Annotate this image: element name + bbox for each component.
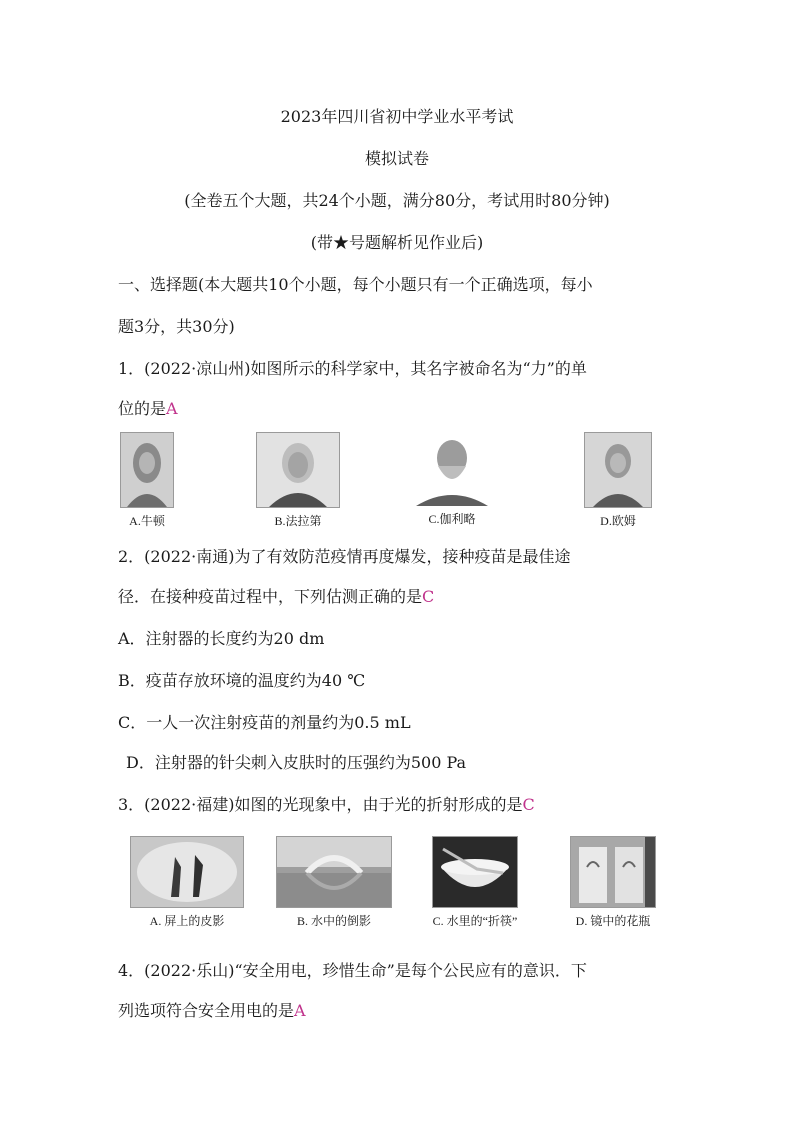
q2-option-c: C．一人一次注射疫苗的剂量约为0.5 mL — [118, 713, 411, 732]
shadow-puppet-image — [130, 836, 244, 908]
exam-title: 2023年四川省初中学业水平考试 — [280, 107, 514, 126]
bent-chopstick-image — [432, 836, 518, 908]
exam-note: (全卷五个大题，共24个小题，满分80分，考试用时80分钟) — [184, 191, 610, 210]
q3-answer: C — [522, 795, 535, 814]
portrait-faraday-image — [256, 432, 340, 508]
q1-answer: A — [166, 399, 178, 418]
q1-caption-b: B.法拉第 — [274, 514, 322, 528]
q3-figure-c — [432, 836, 518, 929]
q4-stem-text: 列选项符合安全用电的是 — [118, 1001, 295, 1020]
q1-stem-line1: 1．(2022·凉山州)如图所示的科学家中，其名字被命名为“力”的单 — [118, 359, 587, 378]
q1-figure-a — [120, 432, 174, 529]
q4-stem-line1: 4．(2022·乐山)“安全用电，珍惜生命”是每个公民应有的意识．下 — [118, 961, 587, 980]
q2-stem-line2 — [118, 586, 434, 608]
exam-note-2: (带★号题解析见作业后) — [310, 233, 484, 252]
q3-caption-d: D. 镜中的花瓶 — [575, 914, 651, 928]
q1-figure-c — [410, 432, 494, 527]
q1-caption-a: A.牛顿 — [129, 514, 165, 528]
q1-stem-text: 位的是 — [118, 399, 167, 418]
q2-stem-text: 径．在接种疫苗过程中，下列估测正确的是 — [118, 587, 423, 606]
q2-answer: C — [422, 587, 435, 606]
exam-subtitle: 模拟试卷 — [364, 149, 429, 168]
q1-figure-d — [584, 432, 652, 529]
q2-option-a: A．注射器的长度约为20 dm — [118, 629, 325, 648]
section-heading-line1: 一、选择题(本大题共10个小题，每个小题只有一个正确选项，每小 — [118, 275, 593, 294]
q3-caption-a: A. 屏上的皮影 — [149, 914, 225, 928]
bridge-reflection-image — [276, 836, 392, 908]
q1-caption-d: D.欧姆 — [600, 514, 636, 528]
q3-figure-a — [130, 836, 244, 929]
portrait-ohm-image — [584, 432, 652, 508]
q4-stem-line2 — [118, 1000, 306, 1022]
q2-option-d: D．注射器的针尖刺入皮肤时的压强约为500 Pa — [126, 753, 467, 772]
q3-caption-b: B. 水中的倒影 — [296, 914, 371, 928]
q1-figure-b — [256, 432, 340, 529]
section-heading-line2: 题3分，共30分) — [118, 317, 235, 336]
q3-figure-d — [570, 836, 656, 929]
vase-mirror-image — [570, 836, 656, 908]
q1-stem-line2 — [118, 398, 178, 420]
portrait-galileo-image — [410, 432, 494, 506]
q3-stem-line1 — [118, 794, 535, 816]
q1-caption-c: C.伽利略 — [428, 512, 476, 526]
q3-stem-text: 3．(2022·福建)如图的光现象中，由于光的折射形成的是 — [118, 795, 523, 814]
q4-answer: A — [294, 1001, 306, 1020]
portrait-newton-image — [120, 432, 174, 508]
q2-option-b: B．疫苗存放环境的温度约为40 ℃ — [118, 671, 366, 690]
q2-stem-line1: 2．(2022·南通)为了有效防范疫情再度爆发，接种疫苗是最佳途 — [118, 547, 571, 566]
q3-caption-c: C. 水里的“折筷” — [432, 914, 518, 928]
q3-figure-b — [276, 836, 392, 929]
